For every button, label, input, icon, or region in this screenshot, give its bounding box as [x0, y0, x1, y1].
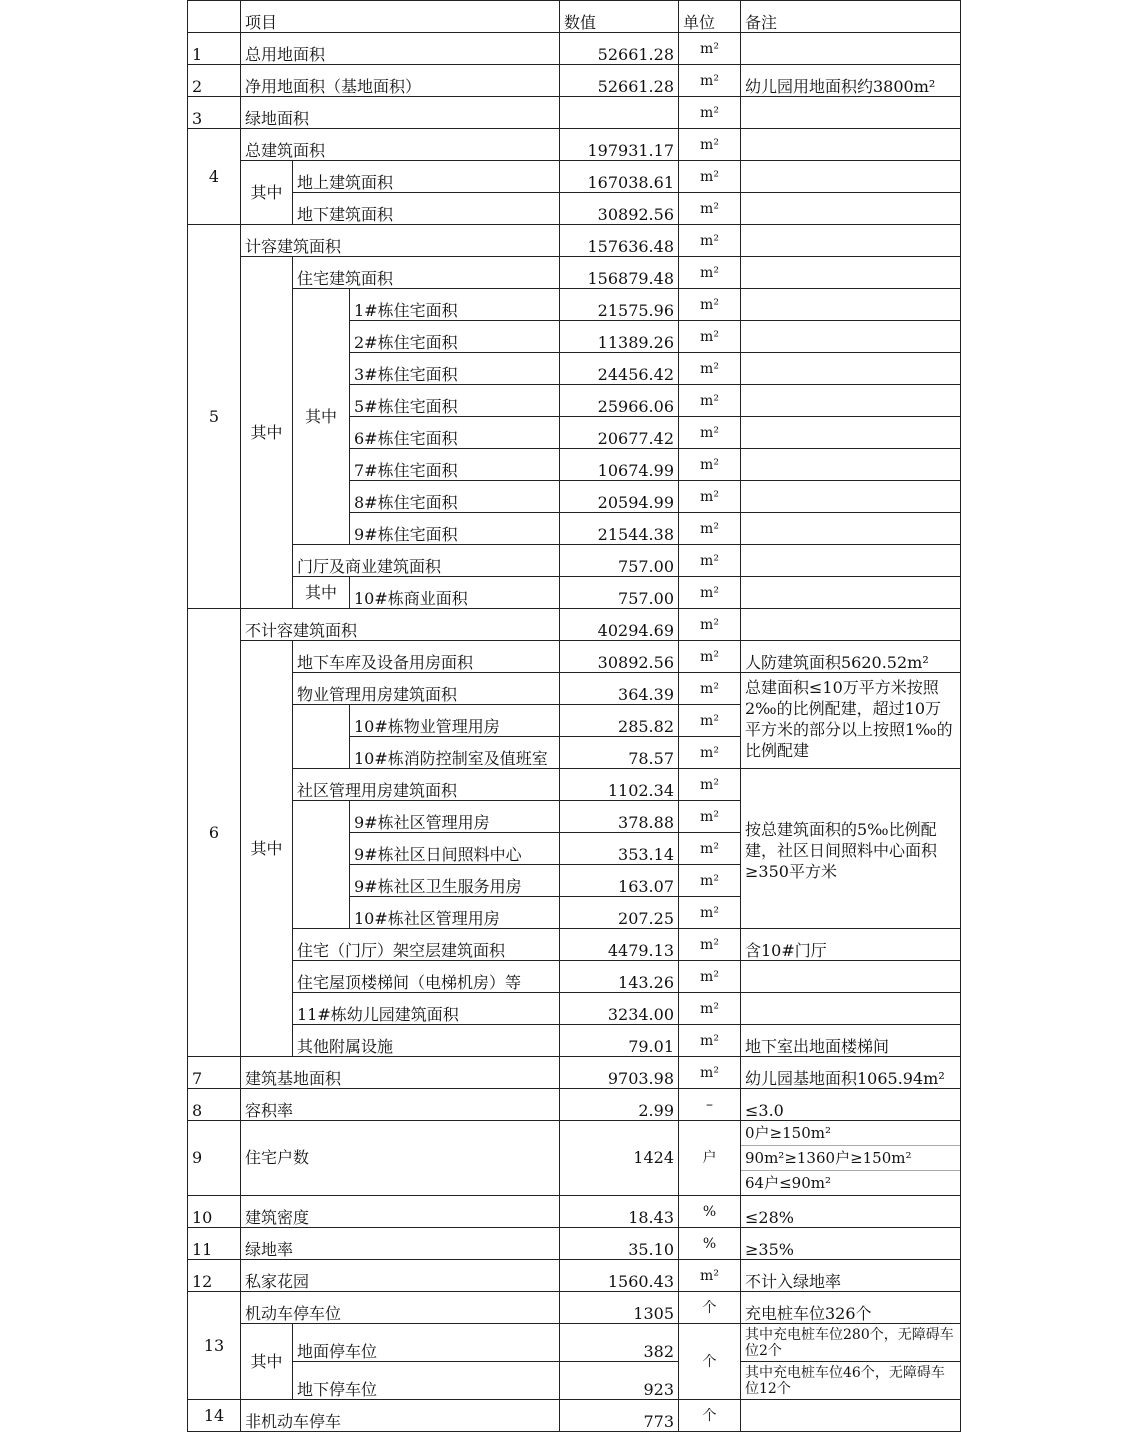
row-unit: m²	[679, 833, 741, 865]
row-unit: 个	[679, 1324, 741, 1400]
qizhong-label: 其中	[241, 641, 293, 1057]
table-row	[188, 1400, 961, 1432]
row-value: 773	[560, 1400, 679, 1432]
row-unit: m²	[679, 737, 741, 769]
table-row	[188, 673, 961, 705]
row-note	[741, 1400, 961, 1432]
table-row	[188, 545, 961, 577]
row-value: 1560.43	[560, 1260, 679, 1292]
row-unit: m²	[679, 545, 741, 577]
row-label: 5#栋住宅面积	[350, 385, 560, 417]
row-note	[741, 33, 961, 65]
row-note: 人防建筑面积5620.52m²	[741, 641, 961, 673]
row-note	[741, 513, 961, 545]
table-row	[188, 993, 961, 1025]
row-no: 12	[188, 1260, 241, 1292]
row-note	[741, 545, 961, 577]
row-note	[741, 289, 961, 321]
row-note	[741, 417, 961, 449]
row-value: 3234.00	[560, 993, 679, 1025]
row-unit: m²	[679, 321, 741, 353]
row-note: 充电桩车位326个	[741, 1292, 961, 1324]
table-row	[188, 1025, 961, 1057]
row-value: 20677.42	[560, 417, 679, 449]
row-label: 地下车库及设备用房面积	[293, 641, 560, 673]
row-note	[741, 449, 961, 481]
row-note: 其中充电桩车位280个，无障碍车位2个	[741, 1324, 961, 1362]
row-unit: m²	[679, 161, 741, 193]
row-value: 10674.99	[560, 449, 679, 481]
row-no: 9	[188, 1121, 241, 1196]
row-unit: 个	[679, 1400, 741, 1432]
row-no: 7	[188, 1057, 241, 1089]
row-value: 11389.26	[560, 321, 679, 353]
row-note	[741, 609, 961, 641]
row-value: 364.39	[560, 673, 679, 705]
row-label: 11#栋幼儿园建筑面积	[293, 993, 560, 1025]
row-label: 3#栋住宅面积	[350, 353, 560, 385]
row-unit: m²	[679, 673, 741, 705]
row-value: 197931.17	[560, 129, 679, 161]
row-unit: m²	[679, 1057, 741, 1089]
table-row	[188, 161, 961, 193]
row-unit: m²	[679, 897, 741, 929]
row-unit: m²	[679, 641, 741, 673]
row-note	[741, 129, 961, 161]
row-value: 9703.98	[560, 1057, 679, 1089]
row-unit: m²	[679, 225, 741, 257]
row-no: 6	[188, 609, 241, 1057]
table-header-row	[188, 1, 961, 33]
row-value: 78.57	[560, 737, 679, 769]
row-label: 社区管理用房建筑面积	[293, 769, 560, 801]
row-note: 地下室出地面楼梯间	[741, 1025, 961, 1057]
row-unit: m²	[679, 417, 741, 449]
row-value: 167038.61	[560, 161, 679, 193]
row-label: 建筑密度	[241, 1196, 560, 1228]
qizhong-label: 其中	[293, 289, 350, 545]
row-unit: 个	[679, 1292, 741, 1324]
row-label: 机动车停车位	[241, 1292, 560, 1324]
row-unit: m²	[679, 705, 741, 737]
row-unit: m²	[679, 865, 741, 897]
row-label: 私家花园	[241, 1260, 560, 1292]
row-value: 757.00	[560, 577, 679, 609]
row-value: 25966.06	[560, 385, 679, 417]
row-unit: m²	[679, 1260, 741, 1292]
table-row	[188, 193, 961, 225]
row-unit: m²	[679, 289, 741, 321]
row-label: 1#栋住宅面积	[350, 289, 560, 321]
row-unit: m²	[679, 353, 741, 385]
row-value: 52661.28	[560, 65, 679, 97]
qizhong-label: 其中	[241, 1324, 293, 1400]
row-label: 住宅屋顶楼梯间（电梯机房）等	[293, 961, 560, 993]
row-label: 地下停车位	[293, 1362, 560, 1400]
row-unit: %	[679, 1228, 741, 1260]
row-no: 2	[188, 65, 241, 97]
row-note: ≤28%	[741, 1196, 961, 1228]
row-value: 35.10	[560, 1228, 679, 1260]
row-label: 住宅建筑面积	[293, 257, 560, 289]
row-label: 地下建筑面积	[293, 193, 560, 225]
table-row	[188, 225, 961, 257]
row-label: 10#栋商业面积	[350, 577, 560, 609]
row-label: 非机动车停车	[241, 1400, 560, 1432]
row-unit: m²	[679, 1025, 741, 1057]
row-no: 4	[188, 129, 241, 225]
row-unit: m²	[679, 513, 741, 545]
row-label: 建筑基地面积	[241, 1057, 560, 1089]
row-label: 7#栋住宅面积	[350, 449, 560, 481]
row-value: 143.26	[560, 961, 679, 993]
table-row	[188, 97, 961, 129]
row-value: 353.14	[560, 833, 679, 865]
row-value: 923	[560, 1362, 679, 1400]
row-label: 9#栋社区日间照料中心	[350, 833, 560, 865]
table-row	[188, 1228, 961, 1260]
row-value: 285.82	[560, 705, 679, 737]
row-note	[741, 481, 961, 513]
row-value: 30892.56	[560, 641, 679, 673]
row-label: 10#栋消防控制室及值班室	[350, 737, 560, 769]
row-note	[741, 161, 961, 193]
table-row	[188, 961, 961, 993]
table-row	[188, 609, 961, 641]
row-unit: m²	[679, 129, 741, 161]
table-row	[188, 129, 961, 161]
row-label: 净用地面积（基地面积）	[241, 65, 560, 97]
row-unit: 户	[679, 1121, 741, 1196]
row-label: 8#栋住宅面积	[350, 481, 560, 513]
row-unit: m²	[679, 193, 741, 225]
row-label: 10#栋社区管理用房	[350, 897, 560, 929]
row-label: 物业管理用房建筑面积	[293, 673, 560, 705]
row-label: 6#栋住宅面积	[350, 417, 560, 449]
table-row	[188, 33, 961, 65]
row-label: 9#栋社区卫生服务用房	[350, 865, 560, 897]
row-note	[741, 225, 961, 257]
row-unit: m²	[679, 609, 741, 641]
header-item: 项目	[241, 1, 560, 33]
row-label: 住宅户数	[241, 1121, 560, 1196]
row-note: 含10#门厅	[741, 929, 961, 961]
row-no: 13	[188, 1292, 241, 1400]
row-label: 地上建筑面积	[293, 161, 560, 193]
spacer-cell	[293, 801, 350, 929]
row-label: 绿地率	[241, 1228, 560, 1260]
header-note: 备注	[741, 1, 961, 33]
table-row	[188, 1292, 961, 1324]
row-label: 10#栋物业管理用房	[350, 705, 560, 737]
row-value: 79.01	[560, 1025, 679, 1057]
row-note	[741, 993, 961, 1025]
row-unit: –	[679, 1089, 741, 1121]
row-unit: m²	[679, 577, 741, 609]
table-row	[188, 1121, 961, 1196]
row-no: 1	[188, 33, 241, 65]
table-row	[188, 65, 961, 97]
row-value: 52661.28	[560, 33, 679, 65]
table-row	[188, 1362, 961, 1400]
spacer-cell	[293, 705, 350, 769]
note-line: 90m²≥1360户≥150m²	[741, 1146, 960, 1171]
row-label: 总建筑面积	[241, 129, 560, 161]
row-value: 24456.42	[560, 353, 679, 385]
row-value: 4479.13	[560, 929, 679, 961]
row-value: 157636.48	[560, 225, 679, 257]
row-value: 207.25	[560, 897, 679, 929]
row-unit: m²	[679, 257, 741, 289]
table-row	[188, 289, 961, 321]
row-value: 1424	[560, 1121, 679, 1196]
row-label: 9#栋住宅面积	[350, 513, 560, 545]
row-value: 382	[560, 1324, 679, 1362]
row-note: ≥35%	[741, 1228, 961, 1260]
row-note	[741, 353, 961, 385]
row-note: 总建面积≤10万平方米按照2‰的比例配建，超过10万平方米的部分以上按照1‰的比例配建	[741, 673, 961, 769]
row-unit: m²	[679, 769, 741, 801]
row-note	[741, 961, 961, 993]
row-note: 幼儿园用地面积约3800m²	[741, 65, 961, 97]
row-label: 其他附属设施	[293, 1025, 560, 1057]
row-value: 40294.69	[560, 609, 679, 641]
qizhong-label: 其中	[293, 577, 350, 609]
row-value: 156879.48	[560, 257, 679, 289]
row-value: 18.43	[560, 1196, 679, 1228]
header-unit: 单位	[679, 1, 741, 33]
table-row	[188, 577, 961, 609]
row-unit: m²	[679, 993, 741, 1025]
row-value: 20594.99	[560, 481, 679, 513]
table-row	[188, 1057, 961, 1089]
row-value	[560, 97, 679, 129]
row-note	[741, 385, 961, 417]
row-no: 10	[188, 1196, 241, 1228]
row-note: ≤3.0	[741, 1089, 961, 1121]
row-unit: m²	[679, 385, 741, 417]
table-row	[188, 257, 961, 289]
row-unit: m²	[679, 481, 741, 513]
row-value: 757.00	[560, 545, 679, 577]
row-value: 1102.34	[560, 769, 679, 801]
table-row	[188, 1260, 961, 1292]
row-no: 5	[188, 225, 241, 609]
row-note: 幼儿园基地面积1065.94m²	[741, 1057, 961, 1089]
row-value: 21544.38	[560, 513, 679, 545]
row-value: 30892.56	[560, 193, 679, 225]
row-no: 11	[188, 1228, 241, 1260]
data-table	[187, 0, 961, 1432]
row-note: 不计入绿地率	[741, 1260, 961, 1292]
row-no: 8	[188, 1089, 241, 1121]
row-note: 其中充电桩车位46个，无障碍车位12个	[741, 1362, 961, 1400]
row-no: 3	[188, 97, 241, 129]
row-label: 2#栋住宅面积	[350, 321, 560, 353]
row-label: 绿地面积	[241, 97, 560, 129]
row-value: 1305	[560, 1292, 679, 1324]
table-row	[188, 769, 961, 801]
row-note	[741, 257, 961, 289]
row-unit: m²	[679, 33, 741, 65]
row-label: 不计容建筑面积	[241, 609, 560, 641]
note-line: 64户≤90m²	[745, 1174, 831, 1192]
row-label: 9#栋社区管理用房	[350, 801, 560, 833]
table-row	[188, 1089, 961, 1121]
row-note	[741, 577, 961, 609]
row-note: 按总建筑面积的5‰比例配建，社区日间照料中心面积≥350平方米	[741, 769, 961, 929]
row-value: 21575.96	[560, 289, 679, 321]
qizhong-label: 其中	[241, 257, 293, 609]
row-unit: m²	[679, 449, 741, 481]
qizhong-label: 其中	[241, 161, 293, 225]
header-value: 数值	[560, 1, 679, 33]
row-value: 163.07	[560, 865, 679, 897]
row-unit: m²	[679, 961, 741, 993]
row-no: 14	[188, 1400, 241, 1432]
row-note	[741, 97, 961, 129]
table-row	[188, 641, 961, 673]
row-unit: m²	[679, 929, 741, 961]
row-value: 2.99	[560, 1089, 679, 1121]
row-note	[741, 1121, 961, 1196]
row-label: 计容建筑面积	[241, 225, 560, 257]
row-label: 住宅（门厅）架空层建筑面积	[293, 929, 560, 961]
row-note	[741, 321, 961, 353]
table-row	[188, 1324, 961, 1362]
row-label: 地面停车位	[293, 1324, 560, 1362]
row-unit: %	[679, 1196, 741, 1228]
row-label: 容积率	[241, 1089, 560, 1121]
table-row	[188, 929, 961, 961]
row-note	[741, 193, 961, 225]
row-label: 门厅及商业建筑面积	[293, 545, 560, 577]
row-value: 378.88	[560, 801, 679, 833]
row-unit: m²	[679, 97, 741, 129]
table-row	[188, 1196, 961, 1228]
row-label: 总用地面积	[241, 33, 560, 65]
note-line: 0户≥150m²	[741, 1121, 960, 1146]
row-unit: m²	[679, 65, 741, 97]
row-unit: m²	[679, 801, 741, 833]
header-seq	[188, 1, 241, 33]
